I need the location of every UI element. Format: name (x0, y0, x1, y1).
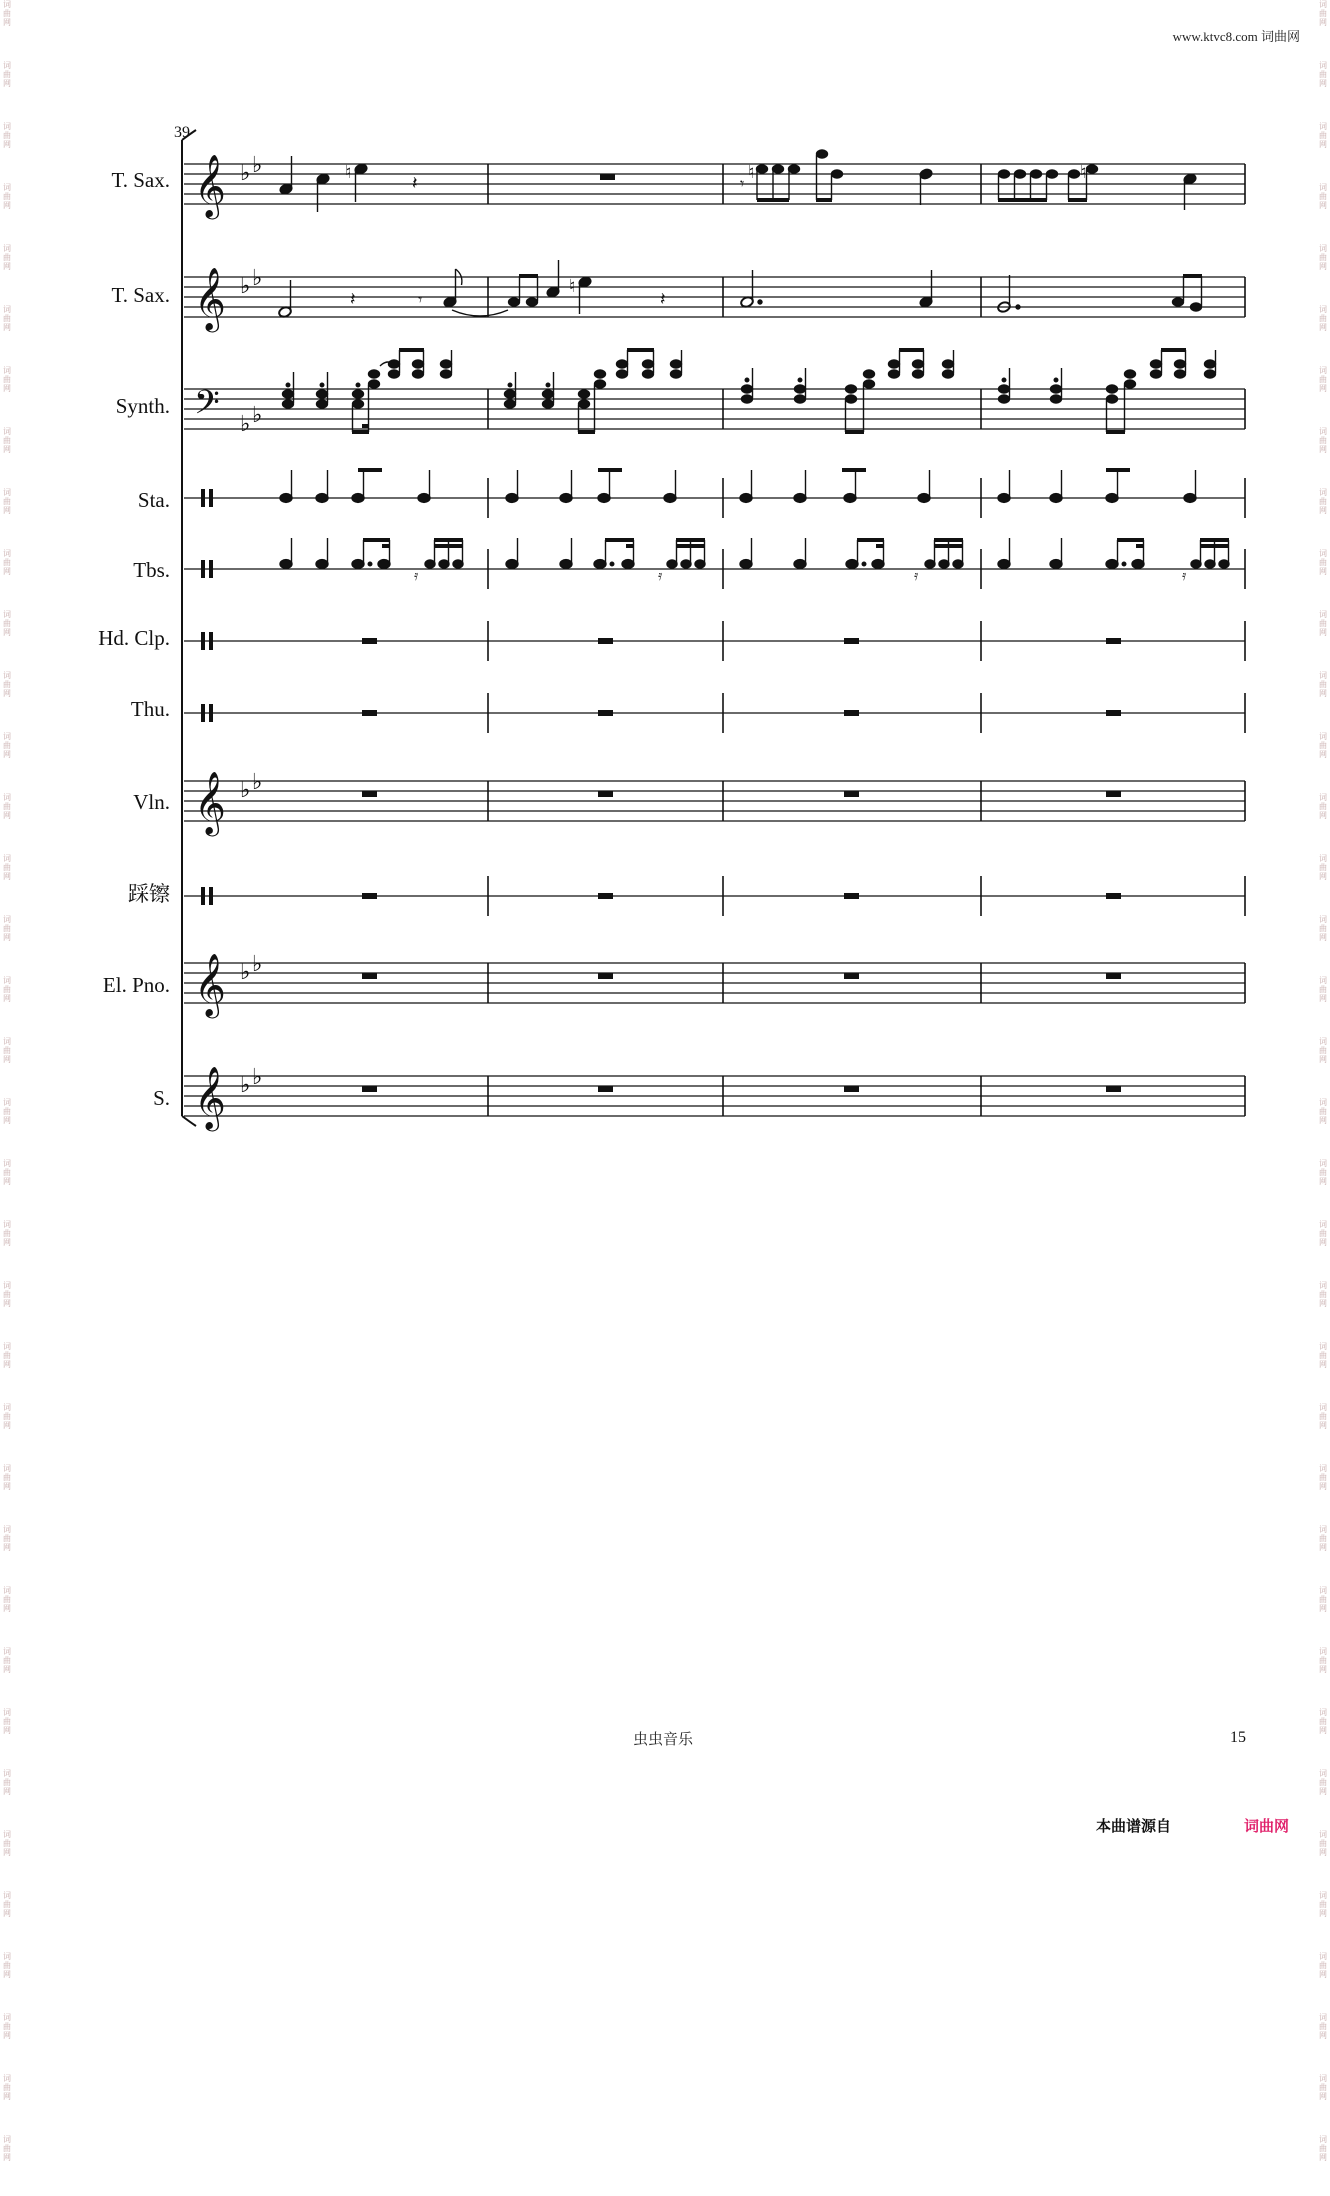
staff-label-tenor-sax-2: T. Sax. (111, 283, 170, 307)
watermark-char: 词 (3, 2013, 11, 2022)
watermark-char: 词 (3, 1403, 11, 1412)
source-text: 本曲谱源自 (1096, 1817, 1172, 1835)
notes-tbs (280, 538, 1229, 584)
watermark-char: 网 (1319, 1970, 1327, 1979)
watermark-char: 网 (1319, 2092, 1327, 2101)
percussion-clefs (201, 489, 213, 905)
watermark-char: 网 (3, 2031, 11, 2040)
watermark-char: 网 (1319, 689, 1327, 698)
watermark-char: 网 (1319, 628, 1327, 637)
svg-text:𝄽: 𝄽 (660, 289, 666, 310)
watermark-char: 词 (3, 1220, 11, 1229)
watermark-char: 曲 (1319, 1046, 1327, 1055)
watermark-char: 网 (1319, 445, 1327, 454)
svg-text:♭: ♭ (240, 960, 251, 985)
watermark-char: 曲 (1319, 1961, 1327, 1970)
watermark-char: 曲 (1319, 863, 1327, 872)
watermark-char: 词 (3, 2135, 11, 2144)
publisher-footer: 虫虫音乐 (633, 1730, 694, 1748)
staff-label-electric-piano: El. Pno. (102, 973, 170, 997)
watermark-char: 曲 (3, 1412, 11, 1421)
watermark-char: 曲 (1319, 1717, 1327, 1726)
watermark-char: 词 (3, 915, 11, 924)
watermark-char: 曲 (1319, 619, 1327, 628)
svg-text:♮: ♮ (569, 276, 576, 297)
watermark-char: 词 (1319, 122, 1327, 131)
watermark-char: 网 (3, 1787, 11, 1796)
watermark-char: 曲 (3, 192, 11, 201)
watermark-char: 网 (3, 1909, 11, 1918)
watermark-char: 曲 (1319, 558, 1327, 567)
watermark-char: 词 (1319, 854, 1327, 863)
watermark-char: 网 (3, 140, 11, 149)
svg-text:𝄿: 𝄿 (658, 568, 663, 584)
watermark-char: 词 (1319, 2013, 1327, 2022)
watermark-char: 网 (3, 18, 11, 27)
watermark-char: 词 (1319, 793, 1327, 802)
treble-clef-icon: 𝄞 (194, 267, 226, 330)
watermark-char: 网 (3, 1299, 11, 1308)
watermark-char: 网 (1319, 2031, 1327, 2040)
watermark-char: 网 (3, 1726, 11, 1735)
watermark-char: 网 (3, 1482, 11, 1491)
watermark-char: 网 (1319, 1299, 1327, 1308)
watermark-char: 曲 (1319, 2144, 1327, 2153)
watermark-char: 曲 (1319, 253, 1327, 262)
watermark-char: 词 (1319, 1220, 1327, 1229)
watermark-char: 曲 (3, 1717, 11, 1726)
watermark-char: 网 (3, 2153, 11, 2162)
watermark-char: 词 (3, 549, 11, 558)
watermark-char: 词 (1319, 183, 1327, 192)
svg-text:𝄿: 𝄿 (914, 568, 919, 584)
watermark-char: 词 (3, 183, 11, 192)
watermark-char: 词 (1319, 366, 1327, 375)
watermark-char: 网 (1319, 567, 1327, 576)
watermark-char: 网 (3, 1543, 11, 1552)
watermark-char: 曲 (3, 863, 11, 872)
watermark-char: 曲 (3, 741, 11, 750)
watermark-char: 网 (1319, 1848, 1327, 1857)
watermark-char: 曲 (3, 2144, 11, 2153)
watermark-char: 网 (1319, 384, 1327, 393)
watermark-char: 词 (3, 732, 11, 741)
notes-tenor-sax-2 (278, 260, 1202, 318)
svg-text:♭: ♭ (252, 266, 263, 291)
svg-text:♮: ♮ (345, 162, 352, 183)
watermark-char: 曲 (1319, 1839, 1327, 1848)
watermark-char: 词 (1319, 427, 1327, 436)
watermark-char: 网 (3, 1116, 11, 1125)
watermark-char: 词 (1319, 1281, 1327, 1290)
watermark-char: 网 (1319, 140, 1327, 149)
watermark-char: 词 (1319, 1037, 1327, 1046)
watermark-char: 曲 (1319, 1351, 1327, 1360)
watermark-char: 网 (1319, 1604, 1327, 1613)
watermark-char: 词 (1319, 1159, 1327, 1168)
watermark-char: 曲 (1319, 1412, 1327, 1421)
svg-text:𝄿: 𝄿 (414, 568, 419, 584)
watermark-char: 词 (3, 1464, 11, 1473)
svg-text:♭: ♭ (252, 952, 263, 977)
watermark-char: 网 (3, 628, 11, 637)
watermark-char: 词 (1319, 1769, 1327, 1778)
staff-label-thu: Thu. (130, 697, 170, 721)
svg-text:♮: ♮ (748, 162, 755, 183)
watermark-char: 曲 (1319, 2022, 1327, 2031)
watermark-char: 网 (3, 1055, 11, 1064)
watermark-char: 词 (3, 1281, 11, 1290)
treble-clef-icon: 𝄞 (194, 1066, 226, 1129)
svg-text:𝄽: 𝄽 (412, 173, 418, 194)
watermark-char: 曲 (3, 1839, 11, 1848)
watermark-char: 网 (3, 1604, 11, 1613)
watermark-char: 曲 (1319, 1595, 1327, 1604)
watermark-char: 网 (1319, 1787, 1327, 1796)
watermark-char: 词 (1319, 1891, 1327, 1900)
svg-text:𝄾: 𝄾 (418, 290, 423, 309)
watermark-char: 曲 (3, 985, 11, 994)
watermark-char: 网 (1319, 811, 1327, 820)
watermark-char: 曲 (3, 1046, 11, 1055)
watermark-char: 词 (3, 1525, 11, 1534)
svg-text:𝄽: 𝄽 (350, 289, 356, 310)
watermark-char: 网 (3, 872, 11, 881)
whole-rests (362, 174, 1121, 1092)
watermark-char: 网 (1319, 1055, 1327, 1064)
watermark-char: 词 (1319, 1525, 1327, 1534)
watermark-char: 曲 (3, 1351, 11, 1360)
watermark-char: 网 (1319, 323, 1327, 332)
watermark-char: 网 (1319, 201, 1327, 210)
watermark-char: 词 (3, 1830, 11, 1839)
svg-text:♭: ♭ (240, 274, 251, 299)
notes-tenor-sax-1 (279, 150, 1197, 212)
watermark-char: 曲 (3, 1656, 11, 1665)
watermark-char: 网 (1319, 18, 1327, 27)
watermark-char: 词 (3, 854, 11, 863)
svg-text:𝄿: 𝄿 (1182, 568, 1187, 584)
watermark-char: 曲 (3, 1900, 11, 1909)
watermark-char: 曲 (3, 1473, 11, 1482)
watermark-char: 词 (1319, 1403, 1327, 1412)
watermark-char: 词 (1319, 1647, 1327, 1656)
watermark-char: 网 (3, 1421, 11, 1430)
watermark-char: 网 (3, 1177, 11, 1186)
watermark-char: 网 (1319, 1726, 1327, 1735)
notes-synth (283, 350, 1216, 432)
staff-label-violin: Vln. (133, 790, 170, 814)
watermark-char: 网 (3, 689, 11, 698)
watermark-char: 词 (3, 1891, 11, 1900)
treble-clef-icon: 𝄞 (194, 953, 226, 1016)
watermark-char: 词 (3, 1647, 11, 1656)
watermark-char: 曲 (3, 2083, 11, 2092)
watermark-char: 曲 (1319, 192, 1327, 201)
svg-text:♭: ♭ (240, 1073, 251, 1098)
site-url[interactable]: www.ktvc8.com (1172, 29, 1258, 44)
watermark-char: 词 (3, 1342, 11, 1351)
watermark-char: 曲 (3, 1290, 11, 1299)
bass-clef-icon: 𝄢 (194, 384, 220, 430)
watermark-char: 词 (1319, 610, 1327, 619)
watermark-char: 网 (1319, 262, 1327, 271)
watermark-char: 网 (3, 79, 11, 88)
staff-electric-piano (184, 963, 1245, 1003)
watermark-char: 词 (3, 366, 11, 375)
staff-label-sta: Sta. (137, 488, 170, 512)
watermark-char: 网 (1319, 79, 1327, 88)
site-name[interactable]: 词曲网 (1260, 30, 1300, 45)
watermark-char: 词 (1319, 2074, 1327, 2083)
watermark-char: 曲 (3, 1961, 11, 1970)
flat-icon: ♭ (240, 161, 251, 186)
watermark-char: 词 (3, 122, 11, 131)
watermark-char: 词 (3, 305, 11, 314)
watermark-char: 词 (1319, 1952, 1327, 1961)
watermark-char: 曲 (1319, 1778, 1327, 1787)
watermark-char: 曲 (1319, 680, 1327, 689)
watermark-char: 曲 (1319, 1229, 1327, 1238)
watermark-char: 词 (3, 1037, 11, 1046)
watermark-char: 曲 (3, 1107, 11, 1116)
watermark-char: 曲 (1319, 70, 1327, 79)
watermark-char: 曲 (1319, 1168, 1327, 1177)
watermark-char: 词 (3, 793, 11, 802)
watermark-char: 曲 (1319, 1290, 1327, 1299)
watermark-char: 曲 (1319, 1107, 1327, 1116)
watermark-char: 曲 (1319, 802, 1327, 811)
staff-label-tenor-sax-1: T. Sax. (111, 168, 170, 192)
watermark-char: 词 (1319, 976, 1327, 985)
watermark-char: 曲 (1319, 1473, 1327, 1482)
watermark-char: 曲 (1319, 9, 1327, 18)
watermark-char: 词 (1319, 732, 1327, 741)
watermark-char: 曲 (3, 1595, 11, 1604)
watermark-char: 词 (3, 244, 11, 253)
watermark-char: 曲 (1319, 2083, 1327, 2092)
watermark-char: 网 (3, 1238, 11, 1247)
staff-label-soprano: S. (153, 1086, 170, 1110)
svg-text:♭: ♭ (252, 770, 263, 795)
measure-number: 39 (174, 124, 190, 141)
watermark-char: 网 (1319, 750, 1327, 759)
watermark-char: 网 (1319, 933, 1327, 942)
watermark-char: 词 (1319, 1464, 1327, 1473)
watermark-char: 曲 (1319, 1656, 1327, 1665)
watermark-char: 词 (3, 1098, 11, 1107)
watermark-char: 词 (3, 1586, 11, 1595)
watermark-char: 网 (3, 201, 11, 210)
watermark-char: 网 (1319, 1482, 1327, 1491)
watermark-char: 曲 (3, 253, 11, 262)
staff-label-hand-clap: Hd. Clp. (98, 626, 170, 650)
watermark-char: 网 (1319, 2153, 1327, 2162)
watermark-char: 词 (1319, 1586, 1327, 1595)
staff-label-synth: Synth. (115, 394, 170, 418)
staff-violin (184, 781, 1245, 821)
watermark-char: 词 (3, 2074, 11, 2083)
watermark-char: 网 (3, 2092, 11, 2101)
watermark-char: 曲 (3, 1534, 11, 1543)
watermark-char: 网 (1319, 872, 1327, 881)
svg-text:♭: ♭ (240, 778, 251, 803)
watermark-char: 词 (3, 1952, 11, 1961)
watermark-char: 网 (3, 1848, 11, 1857)
svg-text:♮: ♮ (1080, 162, 1087, 183)
watermark-char: 词 (3, 488, 11, 497)
watermark-char: 曲 (3, 375, 11, 384)
watermark-char: 网 (3, 567, 11, 576)
watermark-char: 曲 (1319, 924, 1327, 933)
watermark-char: 词 (3, 427, 11, 436)
watermark-char: 词 (3, 610, 11, 619)
watermark-char: 词 (1319, 915, 1327, 924)
staff-soprano (184, 1076, 1245, 1116)
watermark-char: 词 (1319, 1098, 1327, 1107)
watermark-char: 词 (1319, 305, 1327, 314)
watermark-char: 词 (1319, 488, 1327, 497)
watermark-char: 词 (3, 1708, 11, 1717)
watermark-char: 网 (1319, 506, 1327, 515)
watermark-char: 网 (3, 323, 11, 332)
watermark-char: 曲 (3, 1229, 11, 1238)
svg-text:𝄾: 𝄾 (740, 174, 745, 193)
watermark-char: 词 (1319, 1830, 1327, 1839)
watermark-char: 词 (1319, 549, 1327, 558)
watermark-char: 曲 (3, 1778, 11, 1787)
treble-clef-icon: 𝄞 (194, 154, 226, 217)
watermark-char: 网 (1319, 1543, 1327, 1552)
staff-label-hihat: 踩镲 (128, 882, 170, 906)
watermark-char: 网 (3, 1970, 11, 1979)
watermark-char: 曲 (3, 70, 11, 79)
watermark-char: 网 (1319, 1177, 1327, 1186)
watermark-char: 曲 (1319, 1534, 1327, 1543)
watermark-char: 曲 (3, 802, 11, 811)
watermark-char: 网 (1319, 1665, 1327, 1674)
svg-text:♭: ♭ (240, 412, 251, 437)
watermark-char: 网 (1319, 1360, 1327, 1369)
watermark-char: 曲 (3, 131, 11, 140)
watermark-char: 曲 (3, 497, 11, 506)
watermark-char: 曲 (3, 2022, 11, 2031)
watermark-char: 曲 (1319, 375, 1327, 384)
watermark-char: 网 (3, 811, 11, 820)
watermark-char: 词 (1319, 244, 1327, 253)
watermark-char: 曲 (1319, 131, 1327, 140)
watermark-char: 网 (1319, 1421, 1327, 1430)
watermark-char: 网 (3, 933, 11, 942)
watermark-char: 网 (3, 1665, 11, 1674)
watermark-char: 曲 (3, 436, 11, 445)
watermark-char: 曲 (1319, 436, 1327, 445)
treble-clef-icon: 𝄞 (194, 771, 226, 834)
watermark-char: 词 (3, 976, 11, 985)
watermark-char: 网 (3, 262, 11, 271)
watermark-char: 词 (3, 61, 11, 70)
watermark-char: 网 (3, 750, 11, 759)
watermark-char: 曲 (1319, 497, 1327, 506)
watermark-char: 曲 (1319, 1900, 1327, 1909)
watermark-char: 词 (3, 1159, 11, 1168)
watermark-char: 网 (3, 384, 11, 393)
watermark-char: 曲 (1319, 314, 1327, 323)
staff-synth (184, 389, 1245, 429)
watermark-char: 词 (1319, 671, 1327, 680)
watermark-char: 曲 (3, 558, 11, 567)
watermark-char: 词 (1319, 61, 1327, 70)
staff-label-tbs: Tbs. (133, 558, 170, 582)
watermark-char: 词 (1319, 0, 1327, 9)
watermark-char: 网 (3, 445, 11, 454)
watermark-char: 网 (1319, 1116, 1327, 1125)
watermark-char: 曲 (1319, 985, 1327, 994)
watermark-char: 曲 (3, 680, 11, 689)
watermark-char: 词 (1319, 2135, 1327, 2144)
page-number: 15 (1230, 1729, 1246, 1746)
watermark-char: 词 (3, 1769, 11, 1778)
watermark-char: 网 (1319, 1909, 1327, 1918)
watermark-char: 曲 (1319, 741, 1327, 750)
watermark-char: 网 (1319, 1238, 1327, 1247)
staff-tenor-sax-2 (184, 277, 1245, 317)
watermark-char: 曲 (3, 619, 11, 628)
watermark-char: 曲 (3, 9, 11, 18)
brand-link[interactable]: 词曲网 (1244, 1817, 1290, 1835)
watermark-char: 曲 (3, 924, 11, 933)
svg-text:♭: ♭ (252, 403, 263, 428)
watermark-char: 曲 (3, 1168, 11, 1177)
watermark-char: 词 (1319, 1708, 1327, 1717)
svg-text:♭: ♭ (252, 1065, 263, 1090)
watermark-char: 网 (3, 1360, 11, 1369)
watermark-char: 词 (1319, 1342, 1327, 1351)
watermark-char: 词 (3, 671, 11, 680)
watermark-char: 词 (3, 0, 11, 9)
watermark-char: 网 (3, 994, 11, 1003)
watermark-char: 网 (1319, 994, 1327, 1003)
watermark-char: 曲 (3, 314, 11, 323)
watermark-char: 网 (3, 506, 11, 515)
svg-text:♭: ♭ (252, 153, 263, 178)
